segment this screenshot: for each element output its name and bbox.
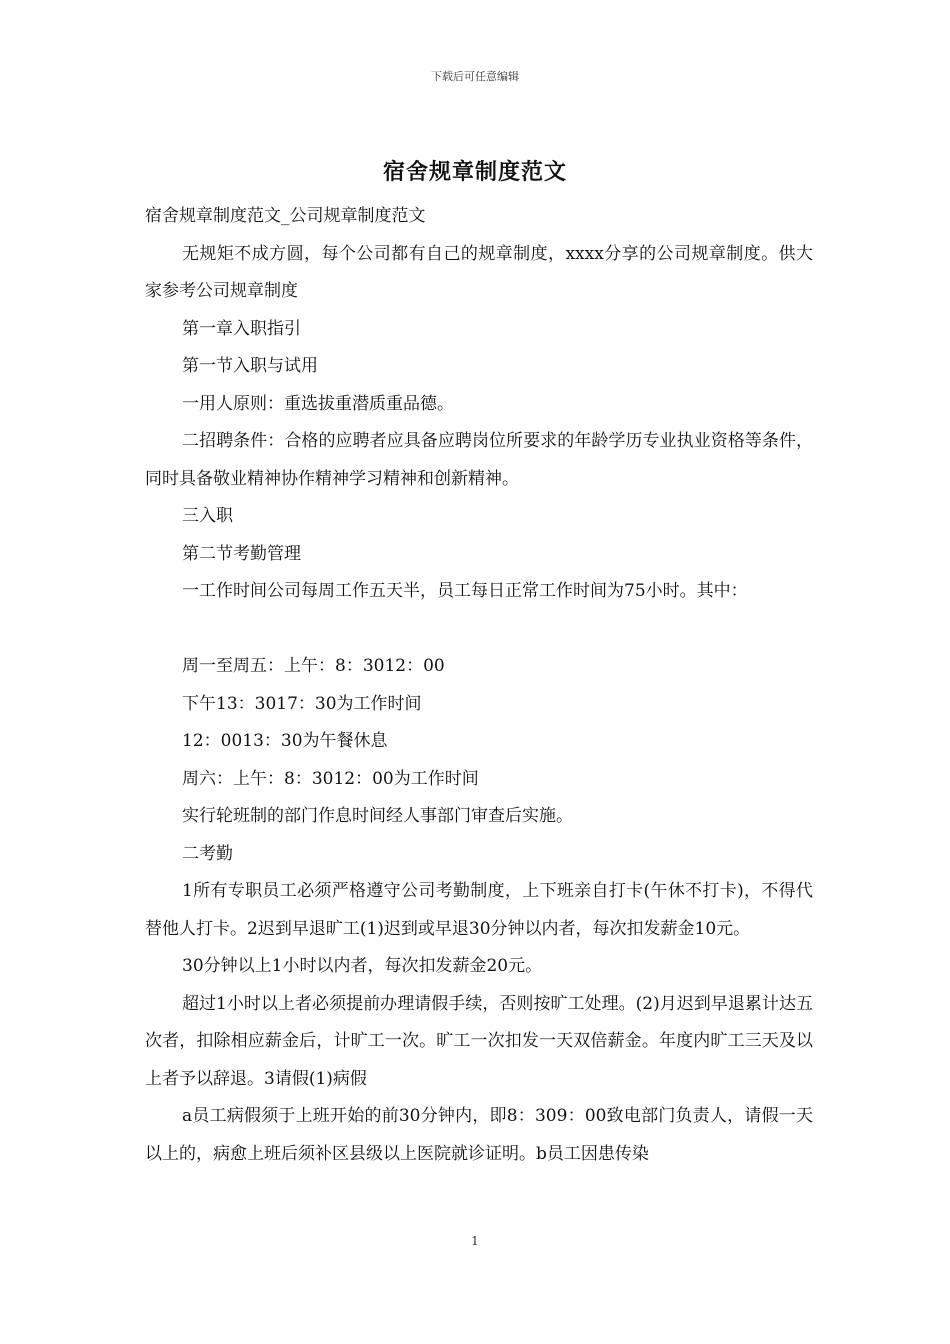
schedule-line: 下午13：3017：30为工作时间 bbox=[182, 693, 422, 714]
header-note: 下载后可任意编辑 bbox=[431, 70, 519, 83]
chapter-heading: 第一章入职指引 bbox=[182, 318, 301, 339]
document-subtitle: 宿舍规章制度范文_公司规章制度范文 bbox=[145, 206, 426, 226]
paragraph: 三入职 bbox=[182, 506, 233, 526]
paragraph: 一用人原则：重选拔重潜质重品德。 bbox=[182, 393, 454, 414]
paragraph: 实行轮班制的部门作息时间经人事部门审查后实施。 bbox=[182, 806, 573, 826]
paragraph: 30分钟以上1小时以内者，每次扣发薪金20元。 bbox=[182, 956, 543, 976]
page-number: 1 bbox=[471, 1234, 479, 1248]
section-heading: 第二节考勤管理 bbox=[182, 543, 301, 564]
paragraph: 二招聘条件：合格的应聘者应具备应聘岗位所要求的年龄学历专业执业资格等条件，同时具备敬业精神协作精神学习精神和创新精神。 bbox=[145, 431, 813, 489]
blank-line bbox=[145, 611, 813, 649]
paragraph: 1所有专职员工必须严格遵守公司考勤制度，上下班亲自打卡(午休不打卡)，不得代替他人打卡。2迟到早退旷工(1)迟到或早退30分钟以内者，每次扣发薪金10元。 bbox=[145, 881, 813, 939]
paragraph: 一工作时间公司每周工作五天半，员工每日正常工作时间为75小时。其中： bbox=[182, 581, 748, 601]
document-body bbox=[145, 198, 813, 1173]
section-heading: 第一节入职与试用 bbox=[182, 356, 318, 376]
schedule-line: 12：0013：30为午餐休息 bbox=[182, 731, 388, 751]
document-title: 宿舍规章制度范文 bbox=[382, 159, 567, 185]
paragraph: 超过1小时以上者必须提前办理请假手续，否则按旷工处理。(2)月迟到早退累计达五次者，扣除相应薪金后，计旷工一次。旷工一次扣发一天双倍薪金。年度内旷工三天及以上者予以辞退。3请假(1)病假 bbox=[145, 993, 813, 1089]
paragraph-intro: 无规矩不成方圆，每个公司都有自己的规章制度，xxxx分享的公司规章制度。供大家参考公司规章制度 bbox=[145, 243, 813, 301]
subsection-heading: 二考勤 bbox=[182, 843, 233, 864]
schedule-line: 周一至周五：上午：8：3012：00 bbox=[182, 656, 445, 676]
paragraph: a员工病假须于上班开始的前30分钟内，即8：309：00致电部门负责人，请假一天以上的，病愈上班后须补区县级以上医院就诊证明。b员工因患传染 bbox=[145, 1106, 813, 1164]
schedule-line: 周六：上午：8：3012：00为工作时间 bbox=[182, 768, 479, 789]
